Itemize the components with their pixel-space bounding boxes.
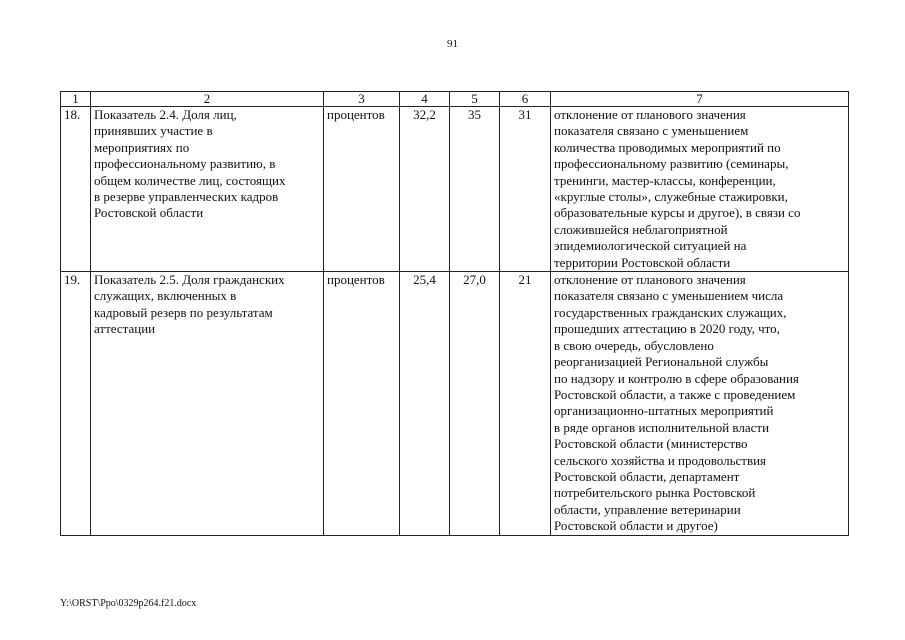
unit-cell: процентов <box>324 107 400 272</box>
comment-line: Ростовской области, а также с проведением <box>554 386 796 402</box>
comment-line: отклонение от планового значения <box>554 107 746 122</box>
comment-line: организационно-штатных мероприятий <box>554 403 774 419</box>
comment-line: по надзору и контролю в сфере образования <box>554 370 799 386</box>
table-row <box>61 272 849 536</box>
header-col-4: 4 <box>400 92 450 107</box>
comment-line: эпидемиологической ситуацией на <box>554 238 747 254</box>
value-col-6: 21 <box>500 272 551 536</box>
comment-cell <box>551 272 849 536</box>
indicator-name-line: принявших участие в <box>94 123 213 139</box>
indicator-name-line: общем количестве лиц, состоящих <box>94 172 286 188</box>
value-col-4: 32,2 <box>400 107 450 272</box>
comment-line: сложившейся неблагоприятной <box>554 221 728 237</box>
comment-line: профессиональному развитию (семинары, <box>554 156 789 172</box>
header-col-1: 1 <box>61 92 91 107</box>
row-number: 19. <box>61 272 91 536</box>
indicator-name-line: в резерве управленческих кадров <box>94 189 279 205</box>
value-col-6: 31 <box>500 107 551 272</box>
file-path-footer: Y:\ORST\Ppo\0329p264.f21.docx <box>60 598 197 609</box>
comment-line: Ростовской области, департамент <box>554 468 740 484</box>
indicator-name-line: мероприятиях по <box>94 139 190 155</box>
comment-line: количества проводимых мероприятий по <box>554 139 781 155</box>
comment-line: образовательные курсы и другое), в связи со <box>554 205 801 221</box>
header-col-6: 6 <box>500 92 551 107</box>
header-col-3: 3 <box>324 92 400 107</box>
indicator-name-line: аттестации <box>94 321 156 337</box>
value-col-4: 25,4 <box>400 272 450 536</box>
comment-line: территории Ростовской области <box>554 254 731 270</box>
value-col-5: 27,0 <box>450 272 500 536</box>
comment-line: показателя связано с уменьшением числа <box>554 288 784 304</box>
indicator-name-line: кадровый резерв по результатам <box>94 304 273 320</box>
comment-line: прошедших аттестацию в 2020 году, что, <box>554 321 780 337</box>
comment-line: Ростовской области и другое) <box>554 518 718 534</box>
table-row <box>61 107 849 272</box>
header-col-5: 5 <box>450 92 500 107</box>
comment-line: Ростовской области (министерство <box>554 436 748 452</box>
comment-line: сельского хозяйства и продовольствия <box>554 452 767 468</box>
comment-line: потребительского рынка Ростовской <box>554 485 756 501</box>
comment-line: в свою очередь, обусловлено <box>554 337 714 353</box>
comment-line: тренинги, мастер-классы, конференции, <box>554 172 776 188</box>
indicator-name-line: служащих, включенных в <box>94 288 237 304</box>
indicator-name-line: Показатель 2.4. Доля лиц, <box>94 107 237 122</box>
unit-cell: процентов <box>324 272 400 536</box>
header-col-7: 7 <box>551 92 849 107</box>
comment-line: государственных гражданских служащих, <box>554 304 787 320</box>
header-row <box>61 92 849 107</box>
comment-cell <box>551 107 849 272</box>
indicator-name-line: Показатель 2.5. Доля гражданских <box>94 272 285 288</box>
report-table <box>60 91 849 536</box>
comment-line: отклонение от планового значения <box>554 272 746 288</box>
page-number: 91 <box>447 38 458 50</box>
comment-line: области, управление ветеринарии <box>554 501 741 517</box>
value-col-5: 35 <box>450 107 500 272</box>
comment-line: показателя связано с уменьшением <box>554 123 749 139</box>
header-col-2: 2 <box>91 92 324 107</box>
comment-line: реорганизацией Региональной службы <box>554 354 769 370</box>
indicator-name <box>91 107 324 272</box>
indicator-name-line: Ростовской области <box>94 205 204 221</box>
indicator-name <box>91 272 324 536</box>
indicator-name-line: профессиональному развитию, в <box>94 156 276 172</box>
row-number: 18. <box>61 107 91 272</box>
comment-line: «круглые столы», служебные стажировки, <box>554 189 788 205</box>
comment-line: в ряде органов исполнительной власти <box>554 419 770 435</box>
